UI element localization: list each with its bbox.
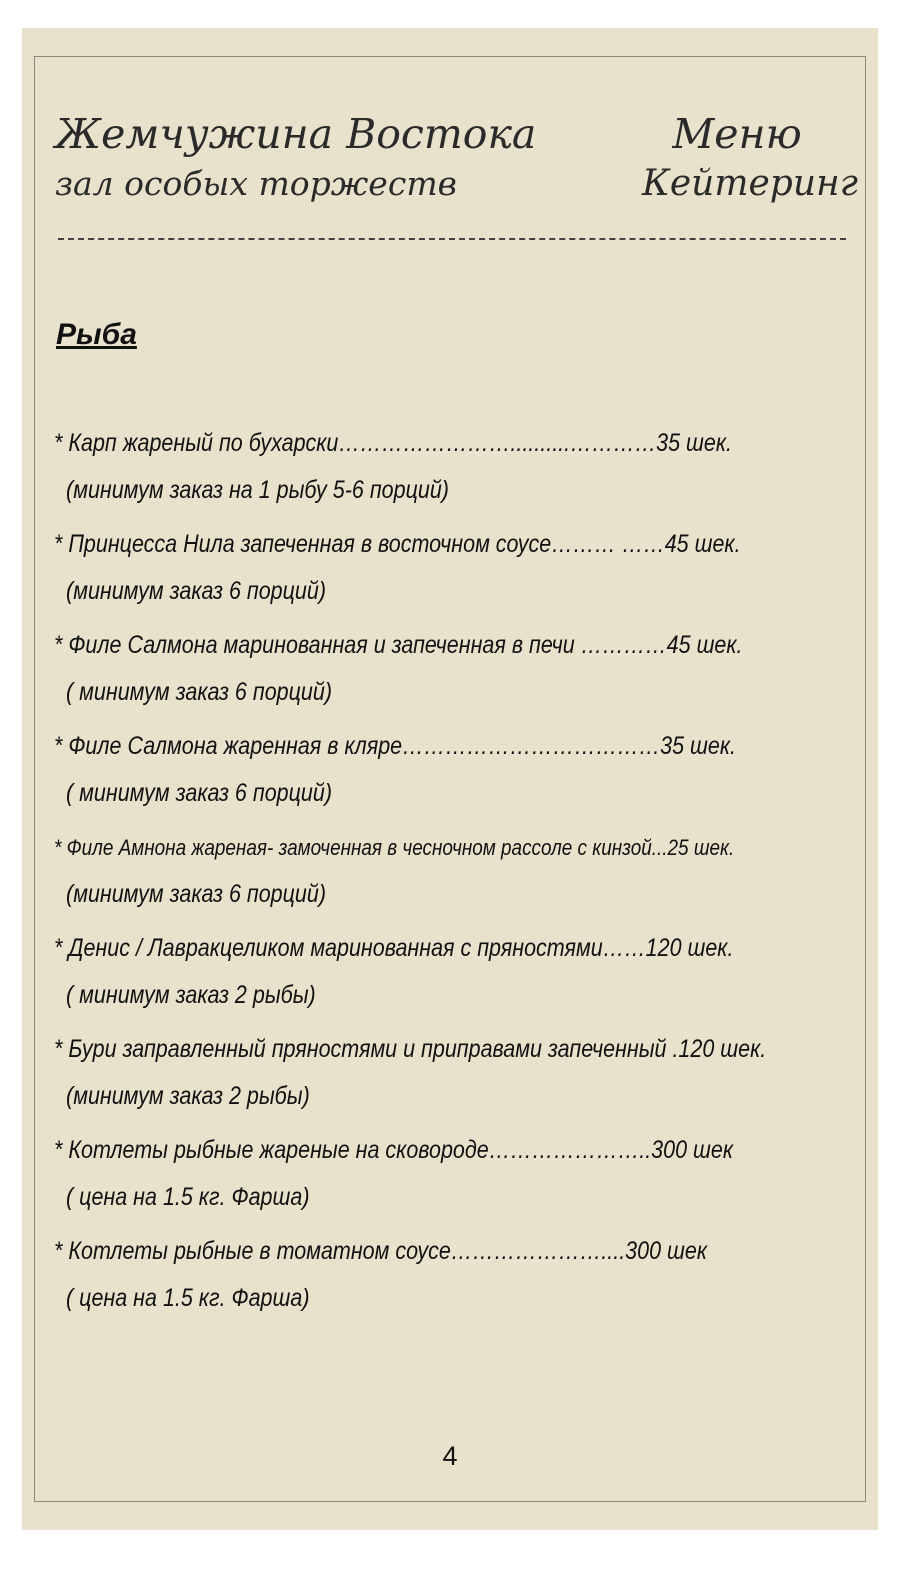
menu-item (54, 925, 854, 1019)
menu-item-line: * Филе Амнона жареная- замоченная в чесночном рассоле с кинзой...25 шек. (54, 835, 735, 860)
menu-item (54, 521, 854, 615)
menu-item-line: * Филе Салмона жаренная в кляре………………………………35 шек. (54, 732, 736, 760)
menu-item-note: (минимум заказ 6 порций) (66, 577, 327, 605)
brand-title: Жемчужина Востока (55, 110, 537, 158)
menu-type-block (642, 108, 858, 208)
menu-item-note: ( цена на 1.5 кг. Фарша) (66, 1183, 310, 1211)
menu-item-line: * Бури заправленный пряностями и приправами запеченный .120 шек. (54, 1035, 767, 1063)
menu-item-line: * Котлеты рыбные в томатном соусе…………………....300 шек (54, 1237, 707, 1265)
menu-item-line: * Филе Салмона маринованная и запеченная в печи …………45 шек. (54, 631, 743, 659)
menu-label: Меню (672, 110, 802, 158)
menu-item-note: (минимум заказ 2 рыбы) (66, 1082, 310, 1110)
menu-item-note: ( минимум заказ 2 рыбы) (66, 981, 316, 1009)
menu-item-note: ( цена на 1.5 кг. Фарша) (66, 1284, 310, 1312)
menu-item (54, 824, 854, 918)
menu-item-line: * Принцесса Нила запеченная в восточном соусе……… ……45 шек. (54, 530, 741, 558)
brand-subtitle: зал особых торжеств (55, 164, 457, 203)
section-title: Рыба (56, 318, 137, 351)
menu-item-note: ( минимум заказ 6 порций) (66, 678, 332, 706)
header-divider (58, 238, 846, 240)
brand-block (55, 108, 536, 208)
menu-item (54, 622, 854, 716)
page-number: 4 (442, 1441, 458, 1471)
menu-item-note: ( минимум заказ 6 порций) (66, 779, 332, 807)
menu-item-line: * Денис / Лавракцеликом маринованная с пряностями……120 шек. (54, 934, 734, 962)
menu-item-line: * Котлеты рыбные жареные на сковороде…………………..300 шек (54, 1136, 733, 1164)
catering-label: Кейтеринг (642, 163, 858, 204)
menu-list (54, 420, 854, 1329)
menu-item-note: (минимум заказ на 1 рыбу 5-6 порций) (66, 476, 449, 504)
menu-item-line: * Карп жареный по бухарски……………………..........…………35 шек. (54, 429, 732, 457)
menu-item (54, 420, 854, 514)
menu-item (54, 1026, 854, 1120)
menu-page (22, 28, 878, 1530)
menu-item (54, 1127, 854, 1221)
menu-item (54, 1228, 854, 1322)
menu-item (54, 723, 854, 817)
menu-item-note: (минимум заказ 6 порций) (66, 880, 327, 908)
